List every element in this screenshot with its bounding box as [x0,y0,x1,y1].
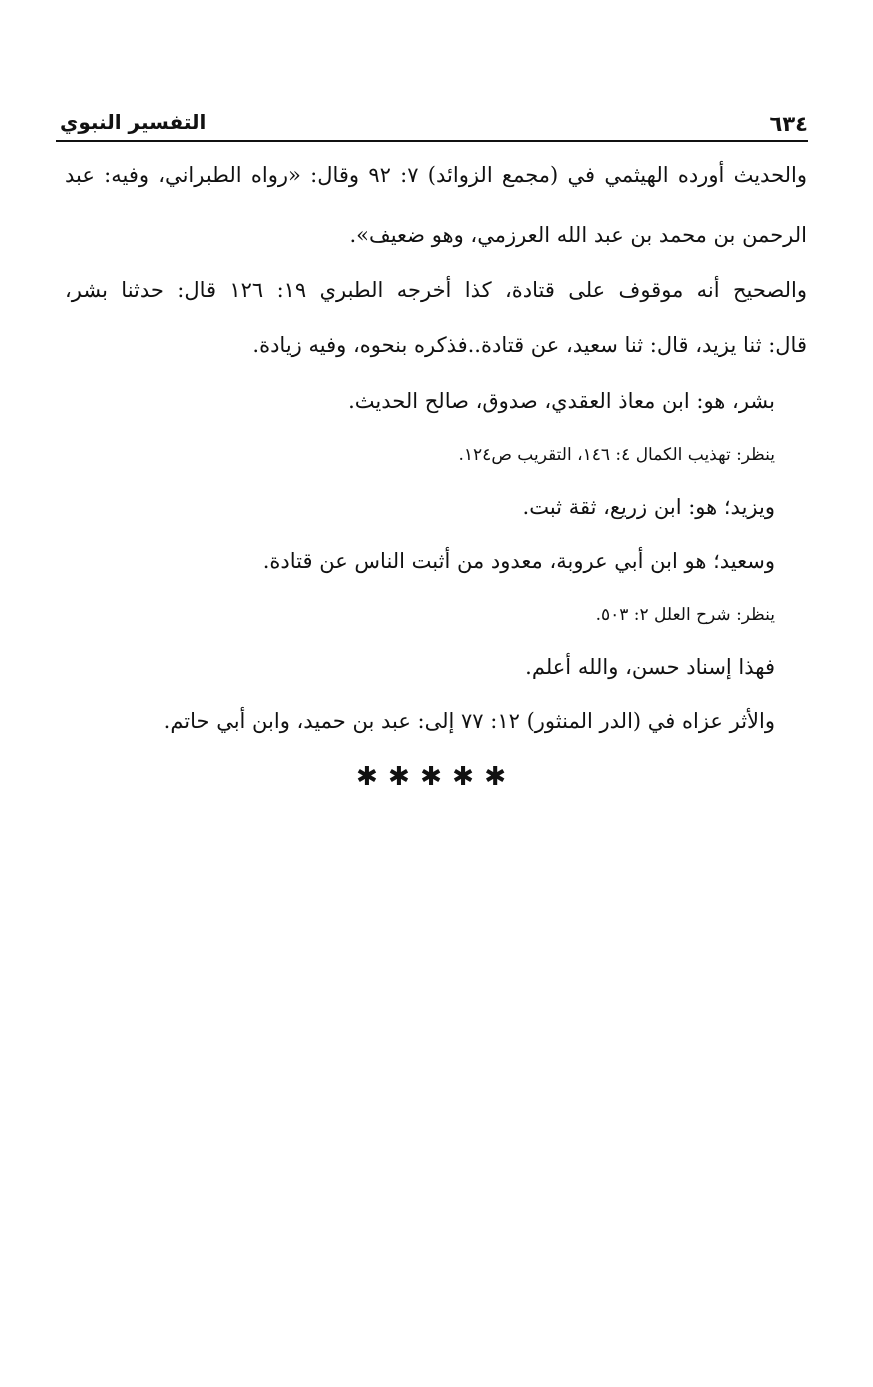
running-header [56,108,808,142]
text-line: وسعيد؛ هو ابن أبي عروبة، معدود من أثبت الناس عن قتادة. [262,549,775,573]
asterisk-icon: ✱ [420,762,442,792]
header-divider [56,140,808,142]
section-separator [356,762,506,792]
text-line: والأثر عزاه في (الدر المنثور) ١٢: ٧٧ إلى: عبد بن حميد، وابن أبي حاتم. [163,709,775,733]
text-line: والحديث أورده الهيثمي في (مجمع الزوائد) ٧: ٩٢ وقال: «رواه الطبراني، وفيه: عبد [65,163,807,187]
text-line: قال: ثنا يزيد، قال: ثنا سعيد، عن قتادة..فذكره بنحوه، وفيه زيادة. [252,333,807,357]
asterisk-icon: ✱ [388,762,410,792]
page-number: ٦٣٤ [769,112,808,136]
text-line: والصحيح أنه موقوف على قتادة، كذا أخرجه الطبري ١٩: ١٢٦ قال: حدثنا بشر، [65,278,807,302]
reference-line: ينظر: تهذيب الكمال ٤: ١٤٦، التقريب ص١٢٤. [458,445,775,465]
asterisk-icon: ✱ [484,762,506,792]
text-line: بشر، هو: ابن معاذ العقدي، صدوق، صالح الحديث. [348,389,775,413]
book-title: التفسير النبوي [60,110,207,134]
asterisk-icon: ✱ [452,762,474,792]
asterisk-icon: ✱ [356,762,378,792]
text-line: الرحمن بن محمد بن عبد الله العرزمي، وهو ضعيف». [349,223,807,247]
text-line: فهذا إسناد حسن، والله أعلم. [525,655,775,679]
text-line: ويزيد؛ هو: ابن زريع، ثقة ثبت. [522,495,775,519]
reference-line: ينظر: شرح العلل ٢: ٥٠٣. [595,605,775,625]
